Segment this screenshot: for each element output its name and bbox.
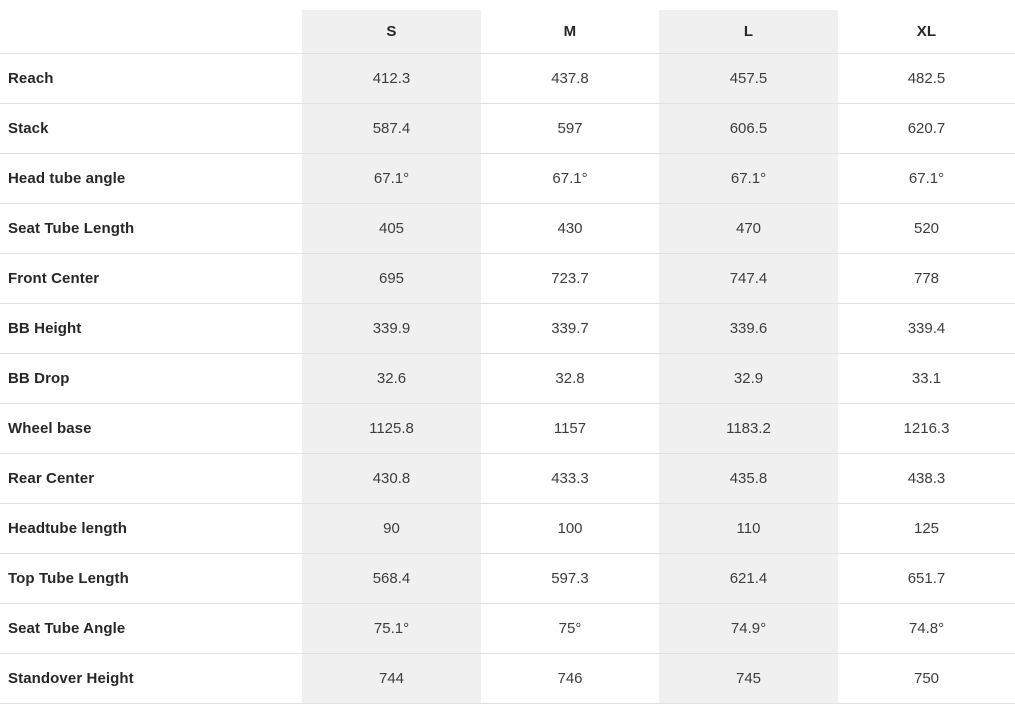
spec-value-l: 435.8: [659, 453, 838, 503]
spec-value-s: 339.9: [302, 303, 481, 353]
spec-label: Rear Center: [8, 469, 95, 487]
table-row: [0, 53, 1015, 103]
spec-value-xl: 750: [913, 669, 940, 687]
spec-value-m: 437.8: [551, 69, 589, 87]
spec-value-s: 695: [302, 253, 481, 303]
spec-label: Wheel base: [8, 419, 92, 437]
table-row: [0, 153, 1015, 203]
spec-value-xl: 651.7: [907, 569, 946, 587]
spec-label: Headtube length: [8, 519, 128, 537]
spec-value-l: 621.4: [659, 553, 838, 603]
spec-value-xl: 33.1: [911, 369, 942, 387]
spec-value-xl: 778: [913, 269, 940, 287]
spec-value-l: 1183.2: [659, 403, 838, 453]
spec-value-xl: 339.4: [907, 319, 946, 337]
spec-label: Standover Height: [8, 669, 134, 687]
spec-value-m: 32.8: [555, 369, 585, 387]
spec-value-s: 32.6: [302, 353, 481, 403]
spec-value-s: 744: [302, 653, 481, 703]
spec-value-xl: 520: [913, 219, 940, 237]
spec-value-m: 723.7: [551, 269, 589, 287]
spec-value-s: 75.1°: [302, 603, 481, 653]
spec-value-m: 597: [557, 119, 583, 137]
spec-value-s: 568.4: [302, 553, 481, 603]
spec-value-m: 1157: [553, 419, 587, 437]
spec-label: Stack: [8, 119, 49, 137]
spec-value-xl: 438.3: [907, 469, 946, 487]
spec-value-xl: 482.5: [907, 69, 946, 87]
spec-value-l: 32.9: [659, 353, 838, 403]
spec-value-s: 67.1°: [302, 153, 481, 203]
spec-value-l: 110: [659, 503, 838, 553]
spec-label: Seat Tube Length: [8, 219, 135, 237]
spec-value-xl: 125: [913, 519, 940, 537]
spec-label: Head tube angle: [8, 169, 126, 187]
spec-label: Front Center: [8, 269, 100, 287]
table-row: [0, 403, 1015, 453]
table-row: [0, 553, 1015, 603]
spec-value-xl: 1216.3: [903, 419, 950, 437]
column-header-m: M: [563, 22, 577, 40]
spec-value-s: 1125.8: [302, 403, 481, 453]
column-header-xl: XL: [916, 22, 937, 40]
table-row: [0, 253, 1015, 303]
spec-value-m: 430: [557, 219, 583, 237]
spec-label: Seat Tube Angle: [8, 619, 126, 637]
spec-value-m: 597.3: [551, 569, 589, 587]
spec-value-m: 100: [557, 519, 583, 537]
spec-value-m: 67.1°: [552, 169, 588, 187]
spec-value-s: 412.3: [302, 53, 481, 103]
table-row: [0, 603, 1015, 653]
spec-value-s: 587.4: [302, 103, 481, 153]
spec-value-l: 67.1°: [659, 153, 838, 203]
spec-value-xl: 620.7: [907, 119, 946, 137]
spec-value-m: 746: [557, 669, 583, 687]
spec-value-s: 430.8: [302, 453, 481, 503]
spec-label: BB Height: [8, 319, 82, 337]
spec-value-l: 74.9°: [659, 603, 838, 653]
spec-value-l: 747.4: [659, 253, 838, 303]
spec-value-l: 470: [659, 203, 838, 253]
spec-value-xl: 67.1°: [908, 169, 945, 187]
table-row: [0, 453, 1015, 503]
table-row: [0, 303, 1015, 353]
table-row: [0, 103, 1015, 153]
spec-value-m: 75°: [558, 619, 582, 637]
table-row: [0, 653, 1015, 703]
table-row: [0, 503, 1015, 553]
header-row: [0, 10, 1015, 53]
column-header-l: L: [659, 10, 838, 53]
spec-value-m: 433.3: [551, 469, 589, 487]
spec-value-xl: 74.8°: [908, 619, 945, 637]
column-header-s: S: [302, 10, 481, 53]
spec-value-s: 405: [302, 203, 481, 253]
spec-value-l: 745: [659, 653, 838, 703]
spec-value-l: 606.5: [659, 103, 838, 153]
table-row: [0, 203, 1015, 253]
spec-value-m: 339.7: [551, 319, 589, 337]
geometry-table: [0, 10, 1015, 704]
spec-value-l: 339.6: [659, 303, 838, 353]
spec-label: Reach: [8, 69, 54, 87]
corner-cell: [0, 10, 302, 53]
spec-value-s: 90: [302, 503, 481, 553]
spec-label: Top Tube Length: [8, 569, 129, 587]
table-row: [0, 353, 1015, 403]
spec-value-l: 457.5: [659, 53, 838, 103]
spec-label: BB Drop: [8, 369, 70, 387]
